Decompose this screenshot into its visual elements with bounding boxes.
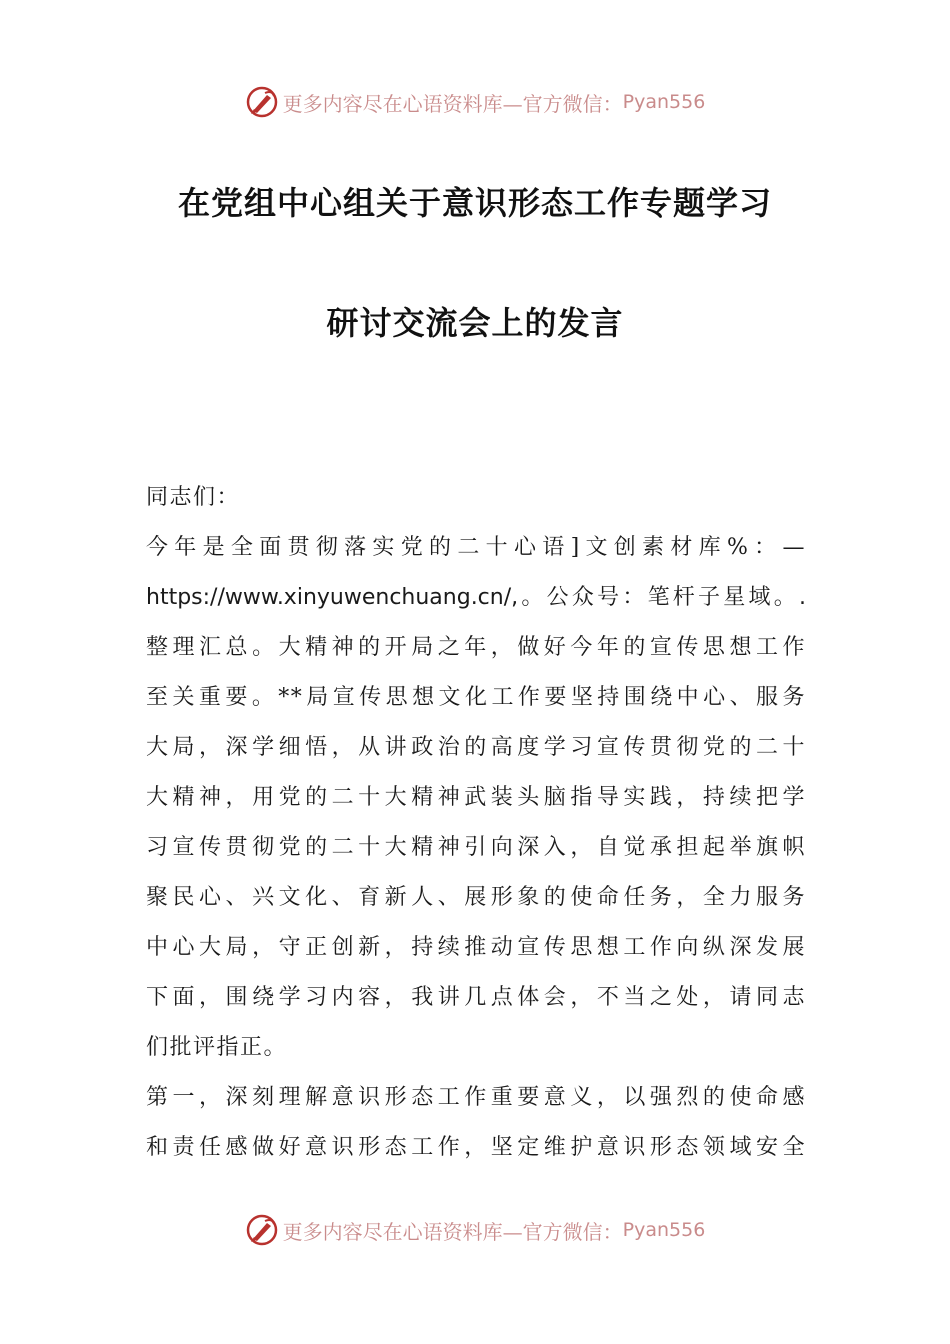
banner-wechat-id: Pyan556 [622, 1219, 706, 1241]
banner-wechat-id: Pyan556 [622, 91, 706, 113]
body-line: 中心大局，守正创新，持续推动宣传思想工作向纵深发展 [146, 935, 806, 960]
body-line: 大精神，用党的二十大精神武装头脑指导实践，持续把学 [146, 785, 806, 810]
document-title-line-2: 研讨交流会上的发言 [326, 304, 624, 342]
document-title-line-1: 在党组中心组关于意识形态工作专题学习 [177, 184, 772, 222]
body-line: 习宣传贯彻党的二十大精神引向深入，自觉承担起举旗帜 [146, 835, 806, 860]
footer-banner [0, 1208, 950, 1252]
body-line: 们批评指正。 [146, 1035, 288, 1060]
body-line: 第一，深刻理解意识形态工作重要意义，以强烈的使命感 [146, 1085, 806, 1110]
pen-logo-icon [245, 85, 279, 119]
body-line-url: https://www.xinyuwenchuang.cn/,。公众号：笔杆子星域。. [146, 585, 806, 610]
pen-logo-icon [245, 1213, 279, 1247]
body-line: 和责任感做好意识形态工作，坚定维护意识形态领域安全 [146, 1135, 806, 1160]
body-line: 聚民心、兴文化、育新人、展形象的使命任务，全力服务 [146, 885, 806, 910]
header-banner [0, 80, 950, 124]
body-line: 至关重要。**局宣传思想文化工作要坚持围绕中心、服务 [146, 685, 806, 710]
document-body [146, 473, 806, 1173]
banner-text: 更多内容尽在心语资料库—官方微信： [282, 91, 623, 116]
body-line: 同志们： [146, 485, 241, 510]
body-line: 大局，深学细悟，从讲政治的高度学习宣传贯彻党的二十 [146, 735, 806, 760]
body-line: 整理汇总。大精神的开局之年，做好今年的宣传思想工作 [146, 635, 806, 660]
body-line: 今年是全面贯彻落实党的二十心语]文创素材库%：— [146, 535, 806, 560]
body-line: 下面，围绕学习内容，我讲几点体会，不当之处，请同志 [146, 985, 806, 1010]
banner-text: 更多内容尽在心语资料库—官方微信： [282, 1219, 623, 1244]
